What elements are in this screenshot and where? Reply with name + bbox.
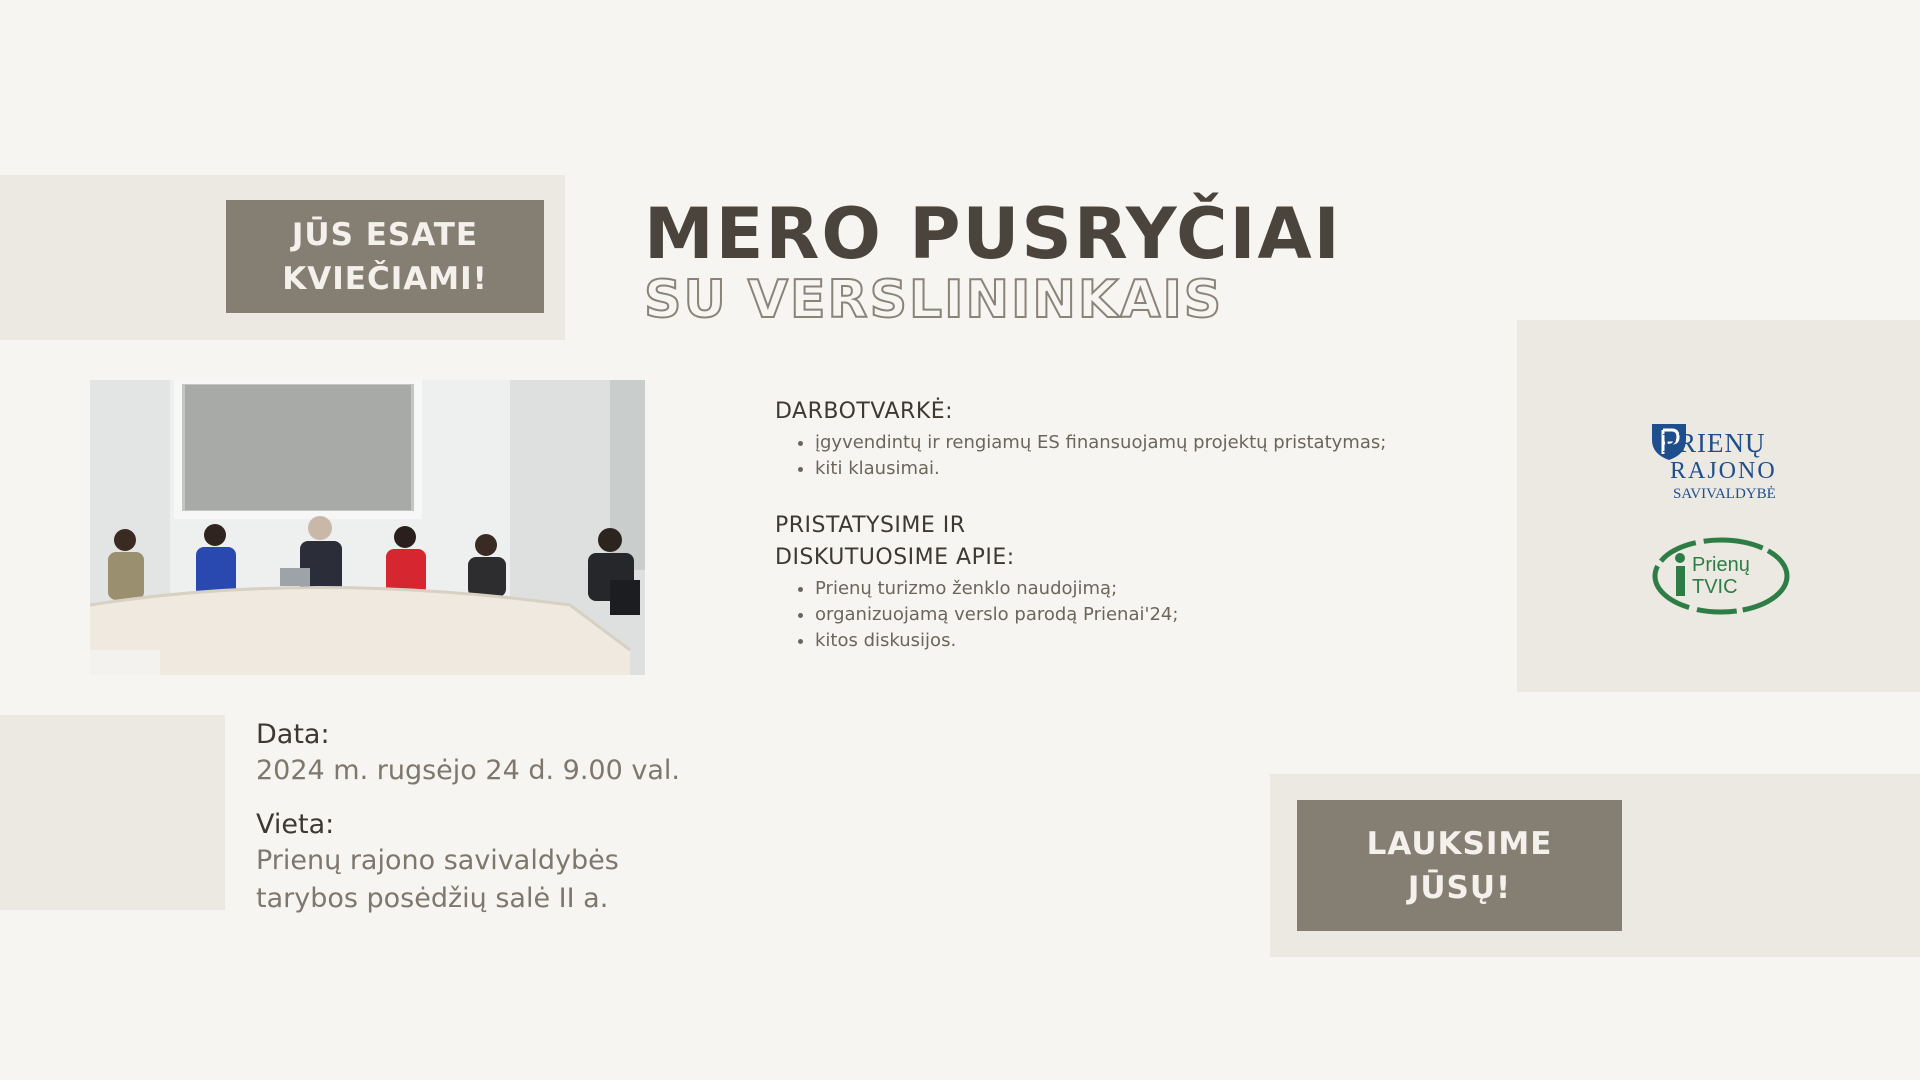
page-subtitle: SU VERSLININKAIS [644,270,1224,330]
invite-badge: JŪS ESATE KVIEČIAMI! [226,200,544,313]
date-value: 2024 m. rugsėjo 24 d. 9.00 val. [256,755,680,786]
agenda-heading: DARBOTVARKĖ: [775,399,954,424]
meeting-photo [90,380,645,675]
tvic-logo-line2: TVIC [1692,576,1738,598]
agenda-section [775,396,1495,482]
agenda-list [775,430,1495,482]
municipality-logo-line1: PRIENŲ [1662,428,1766,458]
venue-label: Vieta: [256,809,335,840]
list-item: • organizuojamą verslo parodą Prienai'24; [815,602,1495,628]
date-block [256,718,680,790]
tvic-logo [1652,536,1790,616]
municipality-logo-line3: SAVIVALDYBĖ [1673,486,1776,502]
municipality-logo [1650,422,1790,508]
discussion-heading: PRISTATYSIME IR DISKUTUOSIME APIE: [775,513,1015,570]
list-item: • kitos diskusijos. [815,628,1495,654]
list-item: • Prienų turizmo ženklo naudojimą; [815,576,1495,602]
discussion-section [775,510,1495,654]
municipality-logo-line2: RAJONO [1670,458,1777,484]
date-label: Data: [256,719,330,750]
list-item: • įgyvendintų ir rengiamų ES finansuojamų projektų pristatymas; [815,430,1495,456]
venue-block [256,808,619,918]
page-title: MERO PUSRYČIAI [644,193,1342,275]
closing-badge: LAUKSIME JŪSŲ! [1297,800,1622,931]
discussion-list [775,576,1495,654]
venue-value: Prienų rajono savivaldybės tarybos posėdžių salė II a. [256,845,619,914]
info-panel [0,715,225,910]
list-item: • kiti klausimai. [815,456,1495,482]
tvic-logo-line1: Prienų [1692,554,1750,576]
